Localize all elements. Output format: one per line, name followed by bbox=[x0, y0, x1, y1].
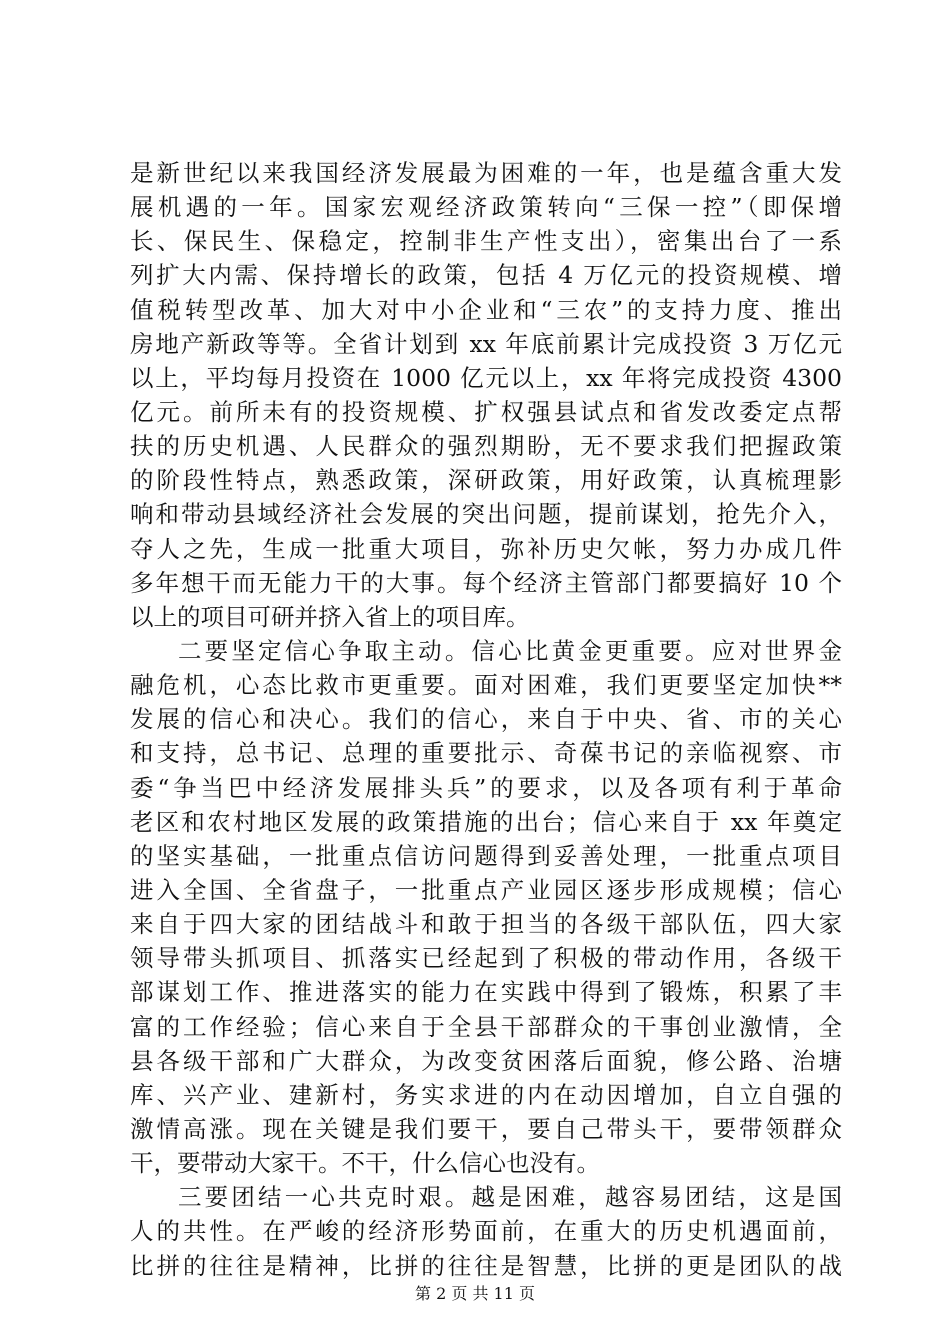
text-line: 响和带动县域经济社会发展的突出问题，提前谋划，抢先介入， bbox=[130, 500, 842, 529]
text-line: 以上的项目可研并挤入省上的项目库。 bbox=[130, 602, 530, 631]
text-line: 房地产新政等等。全省计划到 xx 年底前累计完成投资 3 万亿元 bbox=[130, 329, 842, 358]
text-line: 值税转型改革、加大对中小企业和“三农”的支持力度、推出 bbox=[130, 295, 842, 324]
text-line: 富的工作经验；信心来自于全县干部群众的干事创业激情，全 bbox=[130, 1012, 842, 1041]
text-line: 激情高涨。现在关键是我们要干，要自己带头干，要带领群众 bbox=[130, 1114, 842, 1143]
text-line: 和支持，总书记、总理的重要批示、奇葆书记的亲临视察、市 bbox=[130, 739, 842, 768]
paragraph-start-line: 二要坚定信心争取主动。信心比黄金更重要。应对世界金 bbox=[178, 636, 842, 665]
text-line: 多年想干而无能力干的大事。每个经济主管部门都要搞好 10 个 bbox=[130, 568, 842, 597]
text-line: 发展的信心和决心。我们的信心，来自于中央、省、市的关心 bbox=[130, 705, 842, 734]
text-line: 扶的历史机遇、人民群众的强烈期盼，无不要求我们把握政策 bbox=[130, 432, 842, 461]
paragraph-start-line: 三要团结一心共克时艰。越是困难，越容易团结，这是国 bbox=[178, 1183, 842, 1212]
text-line: 来自于四大家的团结战斗和敢于担当的各级干部队伍，四大家 bbox=[130, 910, 842, 939]
text-line: 亿元。前所未有的投资规模、扩权强县试点和省发改委定点帮 bbox=[130, 397, 842, 426]
page-number-footer: 第 2 页 共 11 页 bbox=[415, 1284, 535, 1303]
text-line: 展机遇的一年。国家宏观经济政策转向“三保一控”（即保增 bbox=[130, 193, 842, 222]
text-line: 的阶段性特点，熟悉政策，深研政策，用好政策，认真梳理影 bbox=[130, 466, 842, 495]
body-text bbox=[130, 156, 842, 1283]
text-line: 的坚实基础，一批重点信访问题得到妥善处理，一批重点项目 bbox=[130, 841, 842, 870]
text-line: 县各级干部和广大群众，为改变贫困落后面貌，修公路、治塘 bbox=[130, 1046, 842, 1075]
text-line: 进入全国、全省盘子，一批重点产业园区逐步形成规模；信心 bbox=[130, 875, 842, 904]
text-line: 长、保民生、保稳定，控制非生产性支出），密集出台了一系 bbox=[130, 227, 842, 256]
text-line: 以上，平均每月投资在 1000 亿元以上，xx 年将完成投资 4300 bbox=[130, 363, 842, 392]
text-line: 列扩大内需、保持增长的政策，包括 4 万亿元的投资规模、增 bbox=[130, 261, 842, 290]
text-line: 干，要带动大家干。不干，什么信心也没有。 bbox=[130, 1149, 600, 1178]
text-line: 融危机，心态比救市更重要。面对困难，我们更要坚定加快** bbox=[130, 671, 842, 700]
text-line: 部谋划工作、推进落实的能力在实践中得到了锻炼，积累了丰 bbox=[130, 978, 842, 1007]
text-line: 是新世纪以来我国经济发展最为困难的一年，也是蕴含重大发 bbox=[130, 159, 842, 187]
text-line: 比拼的往往是精神，比拼的往往是智慧，比拼的更是团队的战 bbox=[130, 1251, 842, 1280]
text-line: 委“争当巴中经济发展排头兵”的要求，以及各项有利于革命 bbox=[130, 773, 842, 802]
text-line: 库、兴产业、建新村，务实求进的内在动因增加，自立自强的 bbox=[130, 1080, 842, 1109]
text-line: 夺人之先，生成一批重大项目，弥补历史欠帐，努力办成几件 bbox=[130, 534, 842, 563]
text-line: 人的共性。在严峻的经济形势面前，在重大的历史机遇面前， bbox=[130, 1217, 842, 1246]
text-line: 领导带头抓项目、抓落实已经起到了积极的带动作用，各级干 bbox=[130, 944, 842, 973]
text-line: 老区和农村地区发展的政策措施的出台；信心来自于 xx 年奠定 bbox=[130, 807, 842, 836]
